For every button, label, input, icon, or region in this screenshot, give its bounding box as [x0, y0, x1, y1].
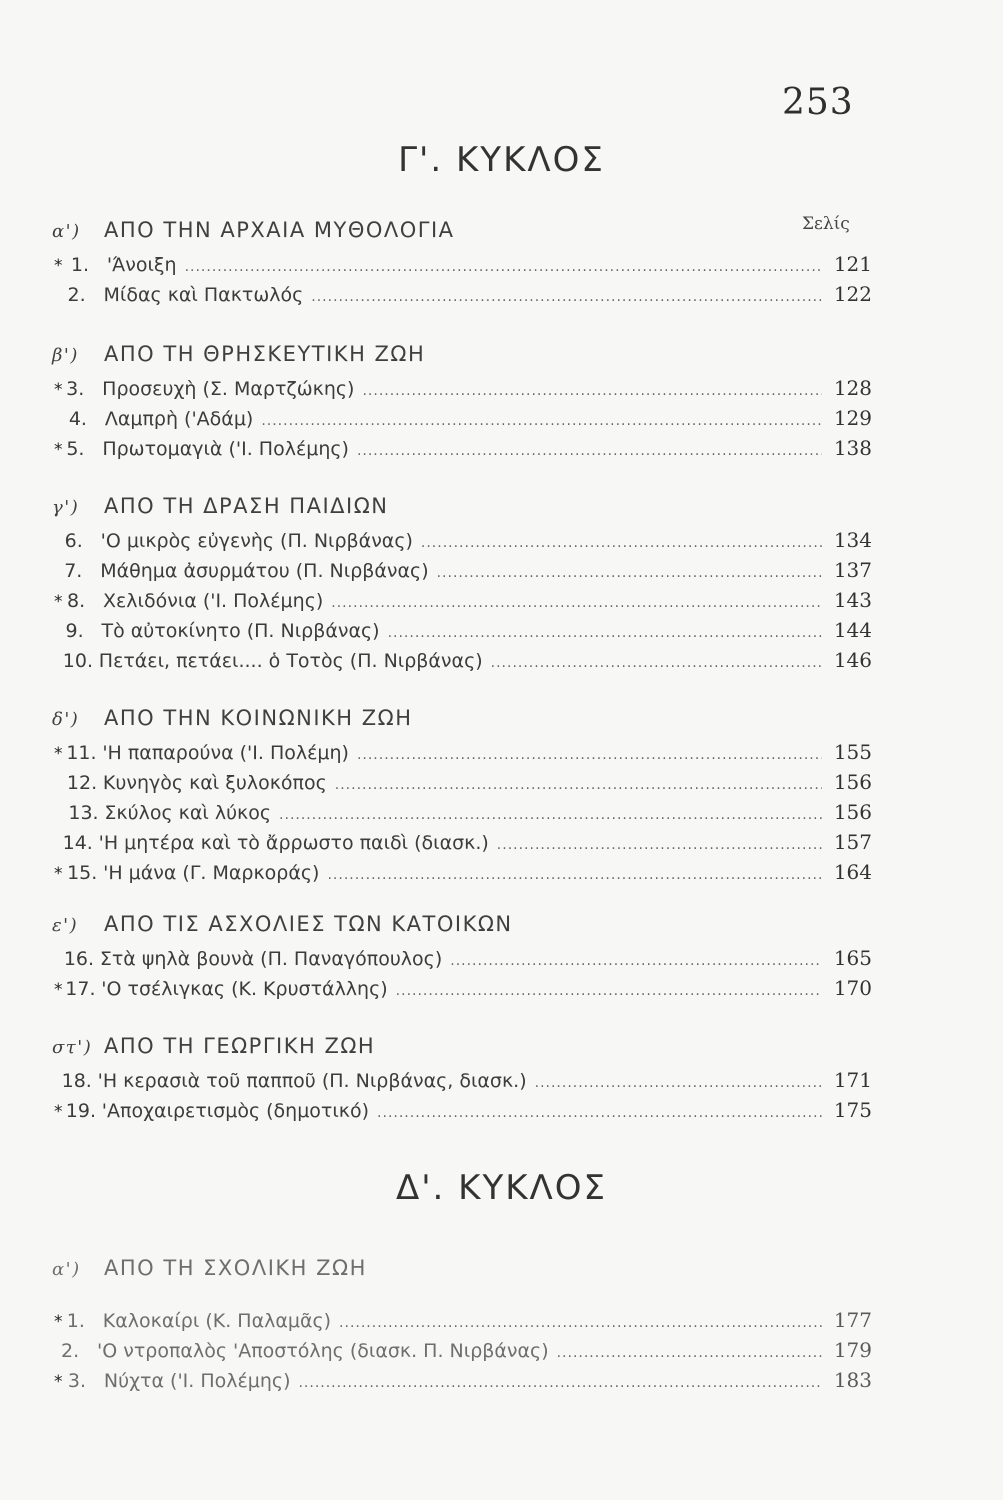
entry-page: 179 — [833, 1338, 872, 1362]
entry-number: 9. — [65, 620, 84, 642]
entry-number: 8. — [67, 590, 86, 612]
entry-page: 134 — [833, 528, 872, 552]
entry-page: 183 — [833, 1368, 872, 1392]
star-mark: * — [54, 864, 63, 884]
entry-number: 2. — [61, 1340, 80, 1362]
entry-title: Νύχτα ('Ι. Πολέμης) — [103, 1370, 291, 1392]
entry-title: Μάθημα ἀσυρμάτου (Π. Νιρβάνας) — [100, 560, 429, 582]
section-marker: β') — [52, 345, 79, 366]
section-heading: ΑΠΟ ΤΗ ΘΡΗΣΚΕΥΤΙΚΗ ΖΩΗ — [104, 342, 426, 366]
entry-number: 18. — [61, 1070, 92, 1092]
entry-title: Πρωτομαγιὰ ('Ι. Πολέμης) — [102, 438, 349, 460]
section-children-activity — [52, 494, 872, 678]
dot-leader — [497, 837, 822, 853]
entry-title: 'Η κερασιὰ τοῦ παπποῦ (Π. Νιρβάνας, διασκ.) — [97, 1070, 527, 1092]
dot-leader — [388, 625, 822, 641]
star-mark: * — [54, 256, 63, 276]
toc-entry[interactable] — [52, 1098, 872, 1128]
section-mythology — [52, 218, 872, 312]
section-religious-life — [52, 342, 872, 466]
section-header — [52, 218, 872, 252]
toc-entry[interactable] — [52, 1308, 872, 1338]
section-heading: ΑΠΟ ΤΗ ΣΧΟΛΙΚΗ ΖΩΗ — [104, 1256, 367, 1280]
section-header — [52, 342, 872, 376]
entry-title: Τὸ αὐτοκίνητο (Π. Νιρβάνας) — [101, 620, 380, 642]
toc-entry[interactable] — [52, 1338, 872, 1368]
section-agricultural-life — [52, 1034, 872, 1128]
entry-title: 'Άνοιξη — [106, 254, 177, 276]
dot-leader — [396, 983, 822, 999]
entry-number: 3. — [67, 1370, 86, 1392]
dot-leader — [279, 807, 822, 823]
entry-number: 13. — [68, 802, 99, 824]
entry-number: 17. — [65, 978, 96, 1000]
entry-page: 122 — [833, 282, 872, 306]
toc-entry[interactable] — [52, 648, 872, 678]
dot-leader — [362, 383, 822, 399]
section-header — [52, 706, 872, 740]
entry-title: 'Ο μικρὸς εὐγενὴς (Π. Νιρβάνας) — [100, 530, 413, 552]
entry-page: 170 — [833, 976, 872, 1000]
entry-number: 2. — [67, 284, 86, 306]
section-marker: α') — [52, 1259, 81, 1280]
section-social-life — [52, 706, 872, 890]
entry-number: 11. — [66, 742, 97, 764]
entry-number: 15. — [67, 862, 98, 884]
entry-number: 1. — [70, 254, 90, 276]
toc-entry[interactable] — [52, 770, 872, 800]
entry-number: 1. — [66, 1310, 85, 1332]
toc-entry[interactable] — [52, 588, 872, 618]
entry-title: Κυνηγὸς καὶ ξυλοκόπος — [102, 772, 327, 794]
dot-leader — [185, 259, 822, 275]
section-marker: ε') — [52, 915, 79, 936]
entry-title: Καλοκαίρι (Κ. Παλαμᾶς) — [102, 1310, 332, 1332]
entry-title: 'Η μάνα (Γ. Μαρκοράς) — [103, 862, 320, 884]
entry-title: 'Η μητέρα καὶ τὸ ἄρρωστο παιδὶ (διασκ.) — [98, 832, 489, 854]
section-heading: ΑΠΟ ΤΙΣ ΑΣΧΟΛΙΕΣ ΤΩΝ ΚΑΤΟΙΚΩΝ — [104, 912, 513, 936]
toc-entry[interactable] — [52, 558, 872, 588]
dot-leader — [327, 867, 822, 883]
section-school-life — [52, 1256, 872, 1398]
entry-page: 165 — [833, 946, 872, 970]
toc-entry[interactable] — [52, 740, 872, 770]
section-header — [52, 1256, 872, 1290]
entry-number: 3. — [66, 378, 85, 400]
section-occupations — [52, 912, 872, 1006]
entry-number: 16. — [63, 948, 95, 970]
section-header — [52, 494, 872, 528]
star-mark: * — [54, 440, 63, 460]
entry-page: 146 — [833, 648, 872, 672]
entry-page: 177 — [833, 1308, 872, 1332]
entry-number: 6. — [64, 530, 83, 552]
entry-page: 143 — [833, 588, 872, 612]
toc-entry[interactable] — [52, 1068, 872, 1098]
section-marker: γ') — [52, 497, 80, 518]
toc-entry[interactable] — [52, 860, 872, 890]
toc-entry[interactable] — [52, 282, 872, 312]
dot-leader — [557, 1345, 822, 1361]
dot-leader — [357, 443, 822, 459]
section-heading: ΑΠΟ ΤΗ ΓΕΩΡΓΙΚΗ ΖΩΗ — [104, 1034, 376, 1058]
entry-page: 157 — [833, 830, 872, 854]
entry-page: 121 — [833, 252, 872, 276]
dot-leader — [437, 565, 822, 581]
toc-entry[interactable] — [52, 376, 872, 406]
entry-title: Χελιδόνια ('Ι. Πολέμης) — [103, 590, 324, 612]
entry-number: 12. — [66, 772, 98, 794]
dot-leader — [298, 1375, 822, 1391]
star-mark: * — [54, 980, 63, 1000]
page-number: 253 — [782, 82, 854, 123]
entry-page: 137 — [833, 558, 872, 582]
section-marker: στ') — [52, 1037, 93, 1058]
entry-number: 4. — [68, 408, 87, 430]
toc-entry[interactable] — [52, 436, 872, 466]
entry-title: Σκύλος καὶ λύκος — [104, 802, 272, 824]
toc-entry[interactable] — [52, 800, 872, 830]
section-heading: ΑΠΟ ΤΗ ΔΡΑΣΗ ΠΑΙΔΙΩΝ — [104, 494, 389, 518]
star-mark: * — [54, 1102, 63, 1122]
section-marker: α') — [52, 221, 81, 242]
dot-leader — [377, 1105, 822, 1121]
dot-leader — [261, 413, 822, 429]
toc-entry[interactable] — [52, 976, 872, 1006]
entry-title: Στὰ ψηλὰ βουνὰ (Π. Παναγόπουλος) — [99, 948, 443, 970]
entry-page: 138 — [833, 436, 872, 460]
section-header — [52, 1034, 872, 1068]
section-header — [52, 912, 872, 946]
page-column-label: Σελίς — [802, 214, 850, 234]
star-mark: * — [54, 744, 63, 764]
dot-leader — [339, 1315, 822, 1331]
entry-title: 'Ο τσέλιγκας (Κ. Κρυστάλλης) — [101, 978, 388, 1000]
section-marker: δ') — [52, 709, 80, 730]
toc-entry[interactable] — [52, 1368, 872, 1398]
entry-page: 128 — [833, 376, 872, 400]
entry-page: 171 — [833, 1068, 872, 1092]
entry-title: Πετάει, πετάει.... ὁ Τοτὸς (Π. Νιρβάνας) — [98, 650, 483, 672]
star-mark: * — [54, 1312, 63, 1332]
toc-entry[interactable] — [52, 618, 872, 648]
dot-leader — [421, 535, 822, 551]
entry-number: 19. — [65, 1100, 96, 1122]
dot-leader — [335, 777, 822, 793]
dot-leader — [450, 953, 822, 969]
dot-leader — [331, 595, 822, 611]
star-mark: * — [54, 592, 63, 612]
entry-page: 164 — [833, 860, 872, 884]
entry-page: 129 — [833, 406, 872, 430]
entry-page: 156 — [833, 800, 872, 824]
entry-title: 'Ο ντροπαλὸς 'Αποστόλης (διασκ. Π. Νιρβάνας) — [97, 1340, 549, 1362]
entry-title: Μίδας καὶ Πακτωλός — [103, 284, 304, 306]
entry-page: 155 — [833, 740, 872, 764]
cycle-title-gamma: Γ'. ΚΥΚΛΟΣ — [398, 140, 605, 180]
dot-leader — [357, 747, 822, 763]
entry-number: 10. — [62, 650, 93, 672]
dot-leader — [311, 289, 822, 305]
entry-title: Προσευχὴ (Σ. Μαρτζώκης) — [102, 378, 355, 400]
toc-entry[interactable] — [52, 946, 872, 976]
toc-entry[interactable] — [52, 830, 872, 860]
dot-leader — [491, 655, 822, 671]
toc-entry[interactable] — [52, 528, 872, 558]
section-heading: ΑΠΟ ΤΗΝ ΑΡΧΑΙΑ ΜΥΘΟΛΟΓΙΑ — [104, 218, 455, 242]
entry-number: 14. — [62, 832, 93, 854]
entry-number: 7. — [64, 560, 83, 582]
section-heading: ΑΠΟ ΤΗΝ ΚΟΙΝΩΝΙΚΗ ΖΩΗ — [104, 706, 413, 730]
dot-leader — [535, 1075, 822, 1091]
toc-entry[interactable] — [52, 252, 872, 282]
cycle-title-delta: Δ'. ΚΥΚΛΟΣ — [395, 1168, 608, 1208]
entry-title: Λαμπρὴ ('Αδάμ) — [104, 408, 254, 430]
entry-title: 'Αποχαιρετισμὸς (δημοτικό) — [101, 1100, 370, 1122]
entry-page: 156 — [833, 770, 872, 794]
entry-page: 144 — [833, 618, 872, 642]
star-mark: * — [54, 380, 63, 400]
entry-number: 5. — [66, 438, 85, 460]
entry-title: 'Η παπαρούνα ('Ι. Πολέμη) — [102, 742, 349, 764]
entry-page: 175 — [833, 1098, 872, 1122]
star-mark: * — [54, 1372, 63, 1392]
toc-entry[interactable] — [52, 406, 872, 436]
